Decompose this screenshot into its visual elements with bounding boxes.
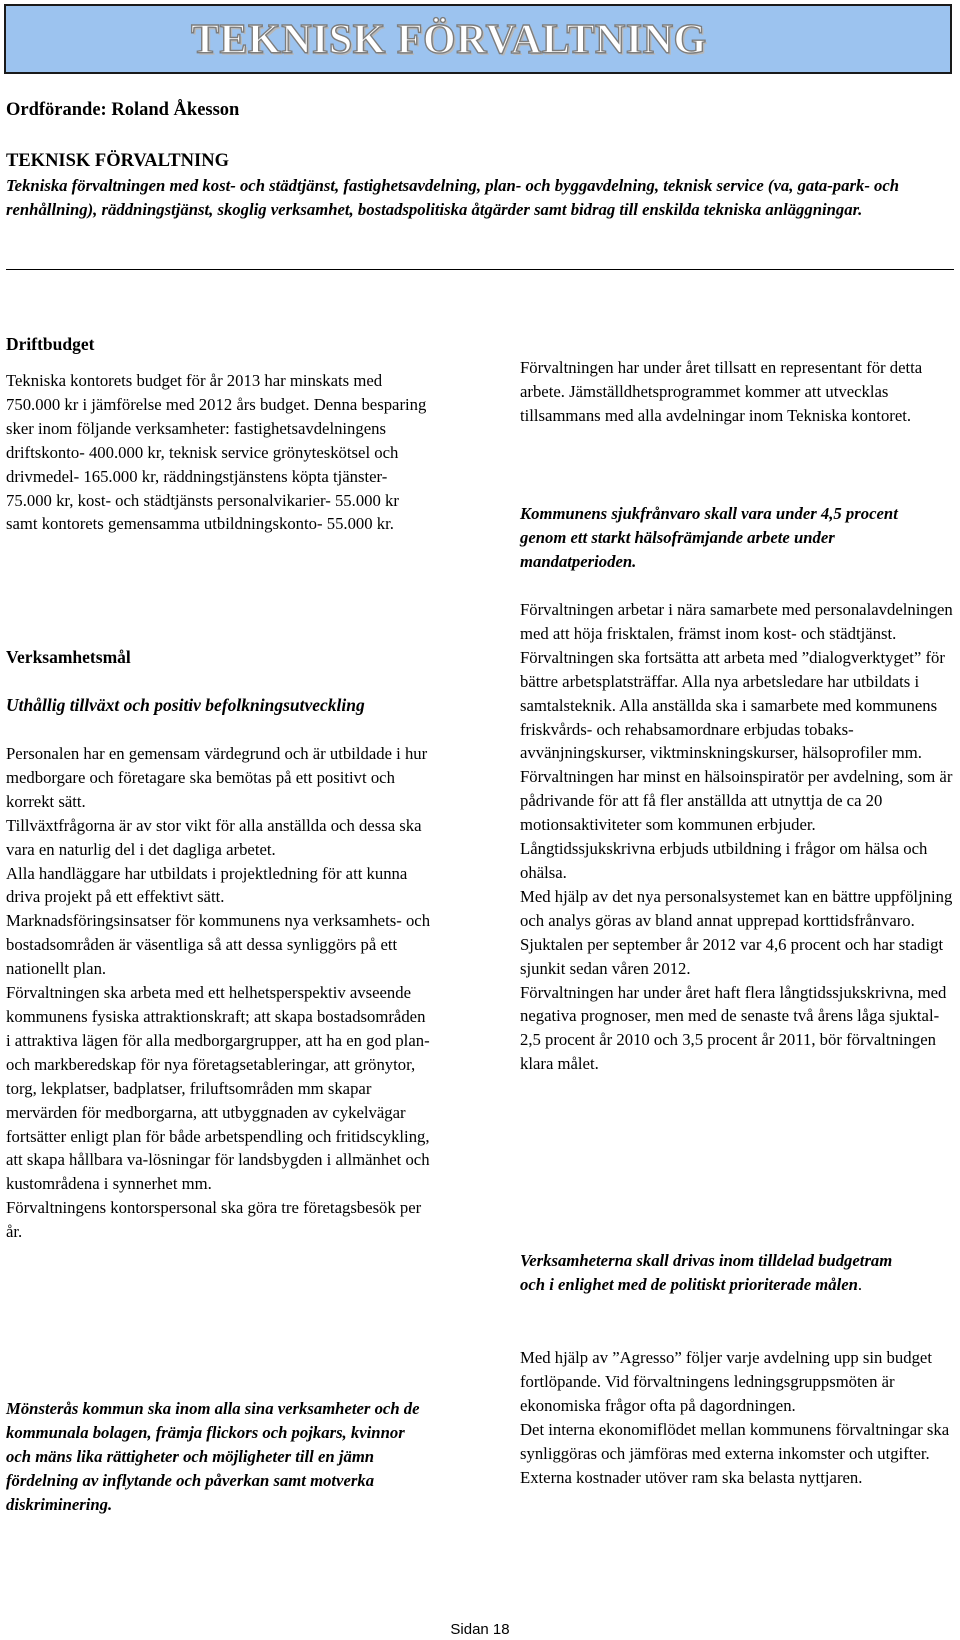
goal-4-heading: Verksamheterna skall drivas inom tilldelad budgetram och i enlighet med de politiskt prioriterade målen. [520,1251,893,1294]
goal-2-heading: Mönsterås kommun ska inom alla sina verksamheter och de kommunala bolagen, främja flickors och pojkars, kvinnor och mäns lika rättigheter och möjligheter till en jämn fördelning av inflytande och påverkan samt motverka diskriminering. [6,1399,420,1514]
goal-1-body [6,742,431,1244]
paragraph: Med hjälp av det nya personalsystemet kan en bättre uppföljning och analys göras av bland annat upprepad korttidsfrånvaro. [520,886,953,930]
paragraph: Förvaltningen arbetar i nära samarbete med personalavdelningen med att höja frisktalen, främst inom kost- och städtjänst. Förvaltningen ska fortsätta att arbeta med ”dialogverktyget” för bättre arbetsplatsträffar. Alla nya arbetsledare har utbildats i samtalsteknik. Alla anställda ska i samarbete med kommunens friskvårds- och rehabsamordnare erbjudas tobaks-avvänjningskurser, viktminskningskurser, hälsoprofiler mm. Förvaltningen har minst en hälsoinspiratör per avdelning, som är pådrivande för att få fler anställda att utnyttja de ca 20 motionsaktiviteter som kommunen erbjuder. [520,600,953,835]
banner-title: TEKNISK FÖRVALTNING [191,17,707,63]
goal-4-body [520,1346,960,1489]
paragraph: Långtidssjukskrivna erbjuds utbildning i frågor om hälsa och ohälsa. [520,839,928,882]
horizontal-rule [6,269,954,270]
paragraph: Med hjälp av ”Agresso” följer varje avdelning upp sin budget fortlöpande. Vid förvaltningens ledningsgruppsmöten är ekonomiska frågor ofta på dagordningen. [520,1348,932,1415]
gender-equality-intro: Förvaltningen har under året tillsatt en representant för detta arbete. Jämställdhetsprogrammet kommer att utvecklas tillsammans med alla avdelningar inom Tekniska kontoret. [520,358,923,425]
paragraph: Förvaltningen ska arbeta med ett helhetsperspektiv avseende kommunens fysiska attraktionskraft; att skapa bostadsområden i attraktiva lägen för alla medborgargrupper, att ha en god plan- och markberedskap för nya företagsetableringar, att grönytor, torg, lekplatser, badplatser, friluftsområden mm skapar mervärden för medborgarna, att utbyggnaden av cykelvägar fortsätter enligt plan för både arbetspendling och fritidscykling, att skapa hållbara va-lösningar för landsbygden i allmänhet och kustområdena i synnerhet mm. [6,983,430,1194]
title-banner [4,4,952,74]
paragraph: Marknadsföringsinsatser för kommunens nya verksamhets- och bostadsområden är väsentliga så att dessa synliggörs på ett nationellt plan. [6,911,431,979]
goal-3-body [520,598,960,1076]
budget-text: Tekniska kontorets budget för år 2013 har minskats med 750.000 kr i jämförelse med 2012 års budget. Denna besparing sker inom följande verksamheter: fastighetsavdelningens driftskonto- 400.000 kr, teknisk service grönyteskötsel och drivmedel- 165.000 kr, räddningstjänstens köpta tjänster- 75.000 kr, kost- och städtjänsts personalvikarier- 55.000 kr samt kontorets gemensamma utbildningskonto- 55.000 kr. [6,371,427,534]
budget-heading: Driftbudget [6,334,95,354]
goal-1-heading: Uthållig tillväxt och positiv befolkningsutveckling [6,695,365,715]
department-description: Tekniska förvaltningen med kost- och städtjänst, fastighetsavdelning, plan- och byggavdelning, teknisk service (va, gata-park- och renhållning), räddningstjänst, skoglig verksamhet, bostadspolitiska åtgärder samt bidrag till enskilda tekniska anläggningar. [6,176,900,219]
paragraph: Förvaltningen har under året haft flera långtidssjukskrivna, med negativa prognoser, men med de senaste två årens låga sjuktal- 2,5 procent år 2010 och 3,5 procent år 2011, bör förvaltningen klara målet. [520,982,947,1074]
paragraph: Sjuktalen per september år 2012 var 4,6 procent och har stadigt sjunkit sedan våren 2012. [520,934,944,978]
paragraph: Det interna ekonomiflödet mellan kommunens förvaltningar ska synliggöras och jämföras med externa inkomster och utgifter. Externa kostnader utöver ram ska belasta nyttjaren. [520,1419,950,1487]
paragraph: Personalen har en gemensam värdegrund och är utbildade i hur medborgare och företagare ska bemötas på ett positivt och korrekt sätt. [6,744,428,811]
department-heading: TEKNISK FÖRVALTNING [6,151,229,171]
paragraph: Alla handläggare har utbildats i projektledning för att kunna driva projekt på ett effektivt sätt. [6,863,408,907]
page-number: Sidan 18 [450,1621,510,1638]
chairperson-line: Ordförande: Roland Åkesson [6,100,240,120]
paragraph: Förvaltningens kontorspersonal ska göra tre företagsbesök per år. [6,1198,422,1242]
goal-3-heading: Kommunens sjukfrånvaro skall vara under 4,5 procent genom ett starkt hälsofrämjande arbete under mandatperioden. [520,504,898,571]
goals-heading: Verksamhetsmål [6,647,131,667]
paragraph: Tillväxtfrågorna är av stor vikt för alla anställda och dessa ska vara en naturlig del i det dagliga arbetet. [6,815,422,859]
